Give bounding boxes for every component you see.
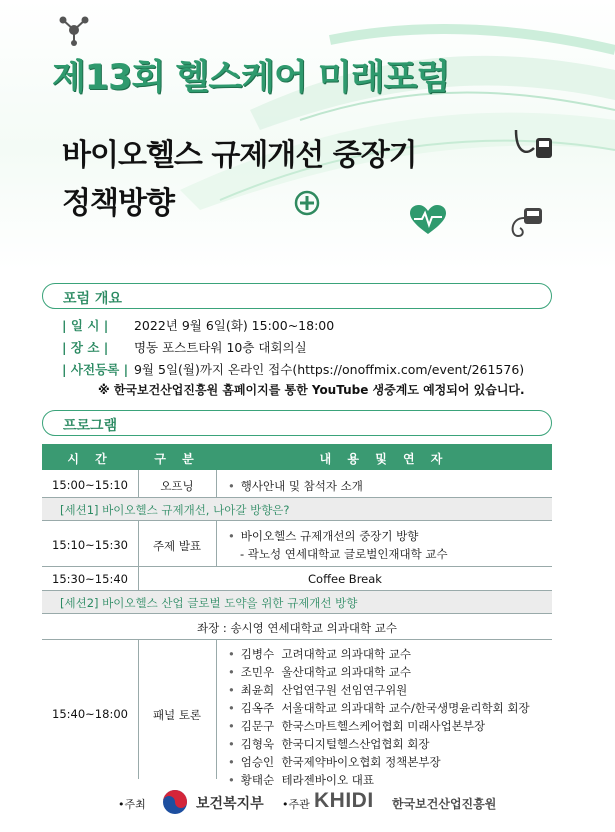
panelist-item: • 김옥주 서울대학교 의과대학 교수/한국생명윤리학회 회장 — [228, 701, 530, 715]
plus-icon — [294, 190, 320, 216]
row4-type: 패널 토론 — [152, 708, 202, 722]
panelist-item: • 최윤희 산업연구원 선임연구위원 — [228, 683, 408, 697]
info-row-venue — [62, 338, 307, 356]
panelist-item: • 김형욱 한국디지털헬스산업협회 회장 — [228, 737, 430, 751]
session2-chair: 좌장 : 송시영 연세대학교 의과대학 교수 — [197, 621, 397, 635]
hero-banner — [0, 0, 615, 270]
row2-content: • 바이오헬스 규제개선의 중장기 방향 — [228, 529, 419, 543]
table-header — [42, 444, 552, 470]
youtube-note: ※ 한국보건산업진흥원 홈페이지를 통한 YouTube 생중계도 예정되어 있습니다. — [98, 383, 525, 397]
session1-title: [세션1] 바이오헬스 규제개선, 나아갈 방향은? — [60, 503, 290, 517]
info-label-venue: | 장 소 | — [62, 340, 109, 355]
khidi-logo: KHIDI — [314, 789, 374, 812]
info-label-registration: | 사전등록 | — [62, 362, 129, 377]
program-section-title: 프로그램 — [63, 418, 118, 434]
overview-section-title: 포럼 개요 — [63, 291, 122, 307]
row3-content: Coffee Break — [308, 572, 382, 586]
forum-subtitle-line1: 바이오헬스 규제개선 중장기 — [62, 138, 417, 173]
row4-time: 15:40~18:00 — [52, 707, 128, 721]
info-value-registration[interactable]: 9월 5일(월)까지 온라인 접수(https://onoffmix.com/event/261576) — [133, 362, 525, 377]
info-label-date: | 일 시 | — [62, 318, 109, 333]
info-row-registration — [62, 360, 524, 378]
header-content: 내 용 및 연 자 — [319, 452, 449, 466]
info-value-date: 2022년 9월 6일(화) 15:00~18:00 — [133, 318, 335, 333]
organizer-label: •주관 — [282, 798, 310, 811]
panelist-item: • 김병수 고려대학교 의과대학 교수 — [228, 647, 411, 661]
info-row-date — [62, 316, 334, 334]
panelist-item: • 황태순 테라젠바이오 대표 — [228, 773, 374, 787]
row2-speaker: - 곽노성 연세대학교 글로벌인재대학 교수 — [240, 547, 448, 561]
host-org: 보건복지부 — [196, 796, 264, 812]
row1-type: 오프닝 — [160, 479, 194, 493]
session2-title: [세션2] 바이오헬스 산업 글로벌 도약을 위한 규제개선 방향 — [60, 596, 358, 610]
program-table — [42, 444, 552, 787]
molecule-icon — [58, 14, 90, 46]
program-section-header — [42, 410, 552, 436]
panelist-item: • 김문구 한국스마트헬스케어협회 미래사업본부장 — [228, 719, 486, 733]
forum-subtitle-line2: 정책방향 — [62, 186, 174, 221]
row3-time: 15:30~15:40 — [52, 572, 128, 586]
panelist-item: • 엄승인 한국제약바이오협회 정책본부장 — [228, 755, 441, 769]
blood-pressure-icon — [512, 126, 556, 166]
session1-band — [42, 498, 552, 520]
info-value-venue: 명동 포스트타워 10층 대회의실 — [133, 340, 307, 355]
overview-section-header — [42, 283, 552, 309]
row1-time: 15:00~15:10 — [52, 478, 128, 492]
stethoscope-icon — [506, 204, 546, 240]
row2-type: 주제 발표 — [152, 539, 202, 553]
organizer-org: 한국보건산업진흥원 — [392, 797, 497, 811]
session2-band — [42, 591, 552, 613]
forum-title: 제13회 헬스케어 미래포럼 — [52, 58, 450, 98]
heart-rate-icon — [408, 204, 448, 236]
footer — [0, 785, 615, 821]
header-time: 시 간 — [67, 452, 113, 466]
row2-time: 15:10~15:30 — [52, 538, 128, 552]
row1-content: • 행사안내 및 참석자 소개 — [228, 479, 363, 493]
taegeuk-logo-icon — [162, 789, 188, 815]
header-type: 구 분 — [154, 452, 200, 466]
panelist-item: • 조민우 울산대학교 의과대학 교수 — [228, 665, 411, 679]
host-label: •주최 — [118, 798, 146, 811]
